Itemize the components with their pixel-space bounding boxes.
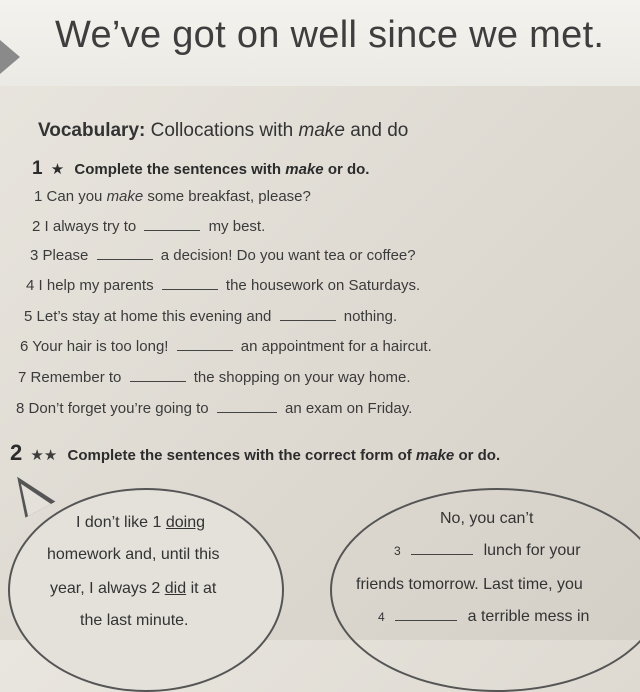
- answer-blank-6[interactable]: [177, 338, 233, 351]
- answer-left-1: doing: [165, 514, 206, 531]
- bubble-right-line-3: friends tomorrow. Last time, you: [356, 576, 583, 593]
- answer-blank-5[interactable]: [280, 308, 336, 321]
- sentence-8: 8 Don’t forget you’re going to an exam on Friday.: [16, 400, 413, 417]
- sentence-1: 1 Can you make some breakfast, please?: [34, 188, 311, 205]
- answer-blank-4[interactable]: [162, 277, 218, 290]
- bubble-left-line-2: homework and, until this: [47, 546, 220, 563]
- bubble-left-line-4: the last minute.: [80, 612, 189, 629]
- answer-blank-2[interactable]: [144, 218, 200, 231]
- sentence-2: 2 I always try to my best.: [32, 218, 266, 235]
- answer-left-2: did: [164, 580, 187, 597]
- bubble-right-line-4: 4 a terrible mess in: [378, 608, 590, 625]
- answer-blank-7[interactable]: [130, 369, 186, 382]
- answer-1: make: [106, 188, 144, 205]
- sentence-4: 4 I help my parents the housework on Saturdays.: [26, 277, 421, 294]
- answer-blank-3[interactable]: [97, 247, 153, 260]
- vocabulary-heading: Vocabulary: Collocations with make and do: [38, 120, 409, 141]
- sentence-5: 5 Let’s stay at home this evening and nothing.: [24, 308, 398, 325]
- answer-blank-8[interactable]: [217, 400, 277, 413]
- vocabulary-label: Vocabulary:: [38, 120, 146, 141]
- sentence-7: 7 Remember to the shopping on your way home.: [18, 369, 411, 386]
- page-title: We’ve got on well since we met.: [55, 14, 605, 56]
- star-icon: ★: [50, 161, 65, 178]
- sentence-3: 3 Please a decision! Do you want tea or coffee?: [30, 247, 416, 264]
- sentence-6: 6 Your hair is too long! an appointment for a haircut.: [20, 338, 432, 355]
- bubble-left-line-3: year, I always 2 did it at: [50, 580, 217, 597]
- bubble-right-line-1: No, you can’t: [440, 510, 534, 527]
- answer-blank-right-3[interactable]: [411, 542, 473, 555]
- bubble-right-line-2: 3 lunch for your: [394, 542, 581, 559]
- exercise-1-instruction: 1 ★ Complete the sentences with make or do.: [32, 158, 370, 179]
- two-star-icon: ★★: [30, 447, 58, 464]
- exercise-2-instruction: 2 ★★ Complete the sentences with the correct form of make or do.: [10, 440, 501, 465]
- bubble-left-line-1: I don’t like 1 doing: [76, 514, 206, 531]
- answer-blank-right-4[interactable]: [395, 608, 457, 621]
